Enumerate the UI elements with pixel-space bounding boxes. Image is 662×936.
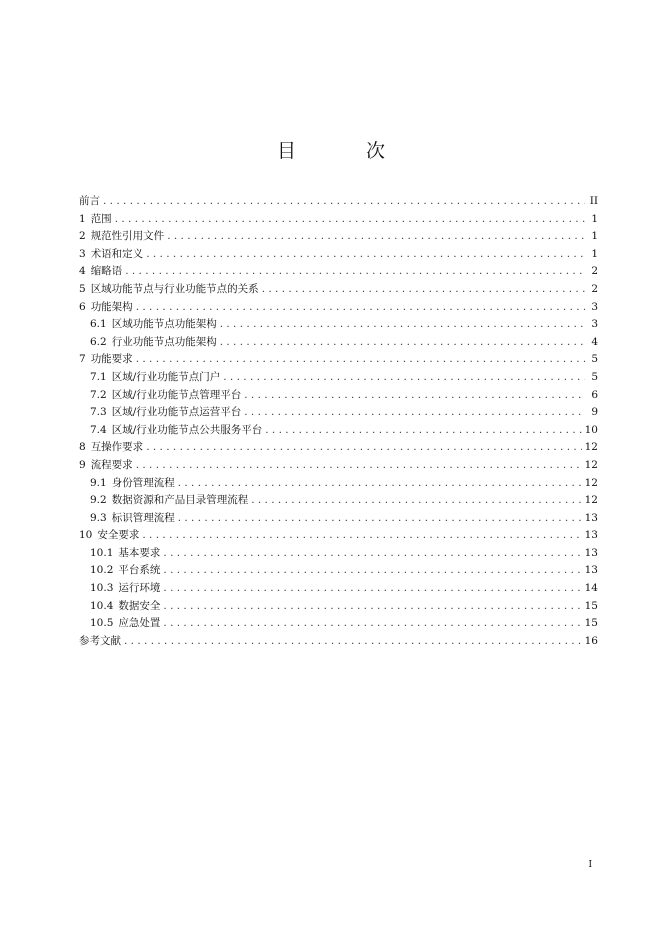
toc-entry-page: 12 <box>584 441 598 454</box>
toc-entry-number: 1 <box>79 212 86 225</box>
toc-leader-dots <box>163 580 581 598</box>
page-title: 目 次 <box>276 140 418 162</box>
toc-leader-dots <box>163 562 581 580</box>
toc-entry-page: II <box>589 195 598 207</box>
toc-entry-number: 10.3 <box>90 582 114 595</box>
toc-entry-page: 10 <box>584 423 598 436</box>
toc-entry-number: 10.4 <box>90 599 114 612</box>
toc-entry-number: 9.1 <box>90 476 107 489</box>
toc-entry[interactable] <box>79 228 598 246</box>
toc-entry-label: 范围 <box>90 212 112 225</box>
toc-entry-page: 2 <box>591 282 598 295</box>
toc-entry-number: 10.5 <box>90 617 114 630</box>
toc-leader-dots <box>124 633 582 651</box>
toc-entry-number: 9 <box>79 458 86 471</box>
toc-leader-dots <box>220 316 585 334</box>
toc-leader-dots <box>163 598 581 616</box>
toc-leader-dots <box>251 492 581 510</box>
toc-entry-number: 10 <box>79 529 93 542</box>
toc-entry-page: 16 <box>584 634 598 647</box>
toc-leader-dots <box>244 387 585 405</box>
toc-entry-number: 9.3 <box>90 511 107 524</box>
toc-entry[interactable] <box>79 527 598 545</box>
toc-entry[interactable] <box>79 387 598 405</box>
footer-page-number: I <box>588 860 592 870</box>
toc-entry-label: 区域/行业功能节点门户 <box>111 370 221 383</box>
toc-entry[interactable] <box>79 281 598 299</box>
toc-entry-number: 8 <box>79 441 86 454</box>
toc-leader-dots <box>115 211 585 229</box>
toc-leader-dots <box>167 228 585 246</box>
toc-leader-dots <box>244 404 585 422</box>
toc-entry-label: 运行环境 <box>118 582 161 595</box>
toc-entry[interactable] <box>79 246 598 264</box>
toc-entry-number: 4 <box>79 265 86 278</box>
toc-entry[interactable] <box>79 299 598 317</box>
toc-leader-dots <box>223 369 585 387</box>
toc-entry-number: 6.1 <box>90 318 107 331</box>
toc-entry[interactable] <box>79 316 598 334</box>
toc-entry-label: 术语和定义 <box>90 247 144 260</box>
toc-leader-dots <box>265 422 581 440</box>
toc-entry-page: 13 <box>584 546 598 559</box>
toc-entry-label: 基本要求 <box>118 546 161 559</box>
toc-entry-label: 流程要求 <box>90 458 133 471</box>
toc-entry-label: 区域/行业功能节点运营平台 <box>111 406 242 419</box>
toc-entry[interactable] <box>79 334 598 352</box>
toc-entry[interactable] <box>79 439 598 457</box>
toc-leader-dots <box>136 299 585 317</box>
toc-entry[interactable] <box>79 351 598 369</box>
toc-entry[interactable] <box>79 580 598 598</box>
toc-entry[interactable] <box>79 193 598 211</box>
toc-entry-label: 数据安全 <box>118 599 161 612</box>
toc-entry-number: 7 <box>79 353 86 366</box>
toc-entry[interactable] <box>79 492 598 510</box>
toc-entry-label: 缩略语 <box>90 265 123 278</box>
toc-entry-label: 功能架构 <box>90 300 133 313</box>
toc-entry-label: 区域/行业功能节点公共服务平台 <box>111 423 263 436</box>
toc-entry-label: 应急处置 <box>118 617 161 630</box>
toc-entry-label: 平台系统 <box>118 564 161 577</box>
toc-entry[interactable] <box>79 263 598 281</box>
toc-entry-page: 9 <box>591 406 598 419</box>
toc-leader-dots <box>136 351 585 369</box>
toc-entry-page: 12 <box>584 458 598 471</box>
toc-entry[interactable] <box>79 615 598 633</box>
toc-entry-page: 15 <box>584 599 598 612</box>
toc-entry[interactable] <box>79 369 598 387</box>
toc-entry-page: 1 <box>591 212 598 225</box>
toc-entry-page: 1 <box>591 230 598 243</box>
toc-entry-page: 4 <box>591 335 598 348</box>
toc-entry-page: 1 <box>591 247 598 260</box>
toc-entry-page: 12 <box>584 494 598 507</box>
toc-entry-page: 5 <box>591 370 598 383</box>
toc-leader-dots <box>146 439 581 457</box>
toc-entry-label: 区域/行业功能节点管理平台 <box>111 388 242 401</box>
toc-entry-page: 3 <box>591 318 598 331</box>
toc-entry-label: 数据资源和产品目录管理流程 <box>111 494 249 507</box>
toc-entry[interactable] <box>79 510 598 528</box>
toc-entry[interactable] <box>79 404 598 422</box>
toc-entry-number: 7.1 <box>90 370 107 383</box>
toc-entry-label: 区域功能节点与行业功能节点的关系 <box>90 282 259 295</box>
toc-entry-number: 6 <box>79 300 86 313</box>
toc-entry-number: 5 <box>79 282 86 295</box>
toc-entry-label: 参考文献 <box>79 634 121 647</box>
toc-entry-label: 行业功能节点功能架构 <box>111 335 217 348</box>
toc-entry[interactable] <box>79 475 598 493</box>
toc-entry-label: 安全要求 <box>97 529 140 542</box>
toc-leader-dots <box>220 334 585 352</box>
table-of-contents <box>79 193 598 650</box>
toc-leader-dots <box>103 193 585 211</box>
toc-entry-label: 规范性引用文件 <box>90 230 165 243</box>
toc-entry-page: 13 <box>584 511 598 524</box>
toc-entry-label: 前言 <box>79 195 100 207</box>
toc-leader-dots <box>163 615 581 633</box>
toc-entry-page: 15 <box>584 617 598 630</box>
toc-leader-dots <box>178 510 582 528</box>
toc-entry-number: 7.4 <box>90 423 107 436</box>
toc-entry[interactable] <box>79 562 598 580</box>
toc-entry-number: 3 <box>79 247 86 260</box>
toc-entry[interactable] <box>79 211 598 229</box>
toc-entry-page: 13 <box>584 529 598 542</box>
toc-entry-page: 3 <box>591 300 598 313</box>
toc-entry-label: 区域功能节点功能架构 <box>111 318 217 331</box>
toc-entry-label: 功能要求 <box>90 353 133 366</box>
toc-entry-number: 10.2 <box>90 564 114 577</box>
toc-entry-label: 身份管理流程 <box>111 476 175 489</box>
toc-entry-number: 7.3 <box>90 406 107 419</box>
toc-leader-dots <box>125 263 585 281</box>
toc-entry-page: 2 <box>591 265 598 278</box>
toc-leader-dots <box>262 281 585 299</box>
toc-leader-dots <box>146 246 585 264</box>
toc-entry[interactable] <box>79 422 598 440</box>
toc-entry-page: 12 <box>584 476 598 489</box>
toc-entry-number: 9.2 <box>90 494 107 507</box>
toc-entry[interactable] <box>79 457 598 475</box>
toc-entry-number: 10.1 <box>90 546 114 559</box>
toc-leader-dots <box>163 545 581 563</box>
toc-entry-number: 2 <box>79 230 86 243</box>
toc-entry-page: 6 <box>591 388 598 401</box>
toc-leader-dots <box>142 527 581 545</box>
toc-entry-page: 5 <box>591 353 598 366</box>
toc-entry-number: 7.2 <box>90 388 107 401</box>
toc-entry[interactable] <box>79 545 598 563</box>
toc-entry[interactable] <box>79 598 598 616</box>
toc-entry-number: 6.2 <box>90 335 107 348</box>
toc-leader-dots <box>136 457 582 475</box>
toc-entry-page: 14 <box>584 582 598 595</box>
toc-entry-label: 互操作要求 <box>90 441 144 454</box>
toc-entry-label: 标识管理流程 <box>111 511 175 524</box>
toc-entry-page: 13 <box>584 564 598 577</box>
toc-entry[interactable] <box>79 633 598 651</box>
toc-leader-dots <box>178 475 582 493</box>
